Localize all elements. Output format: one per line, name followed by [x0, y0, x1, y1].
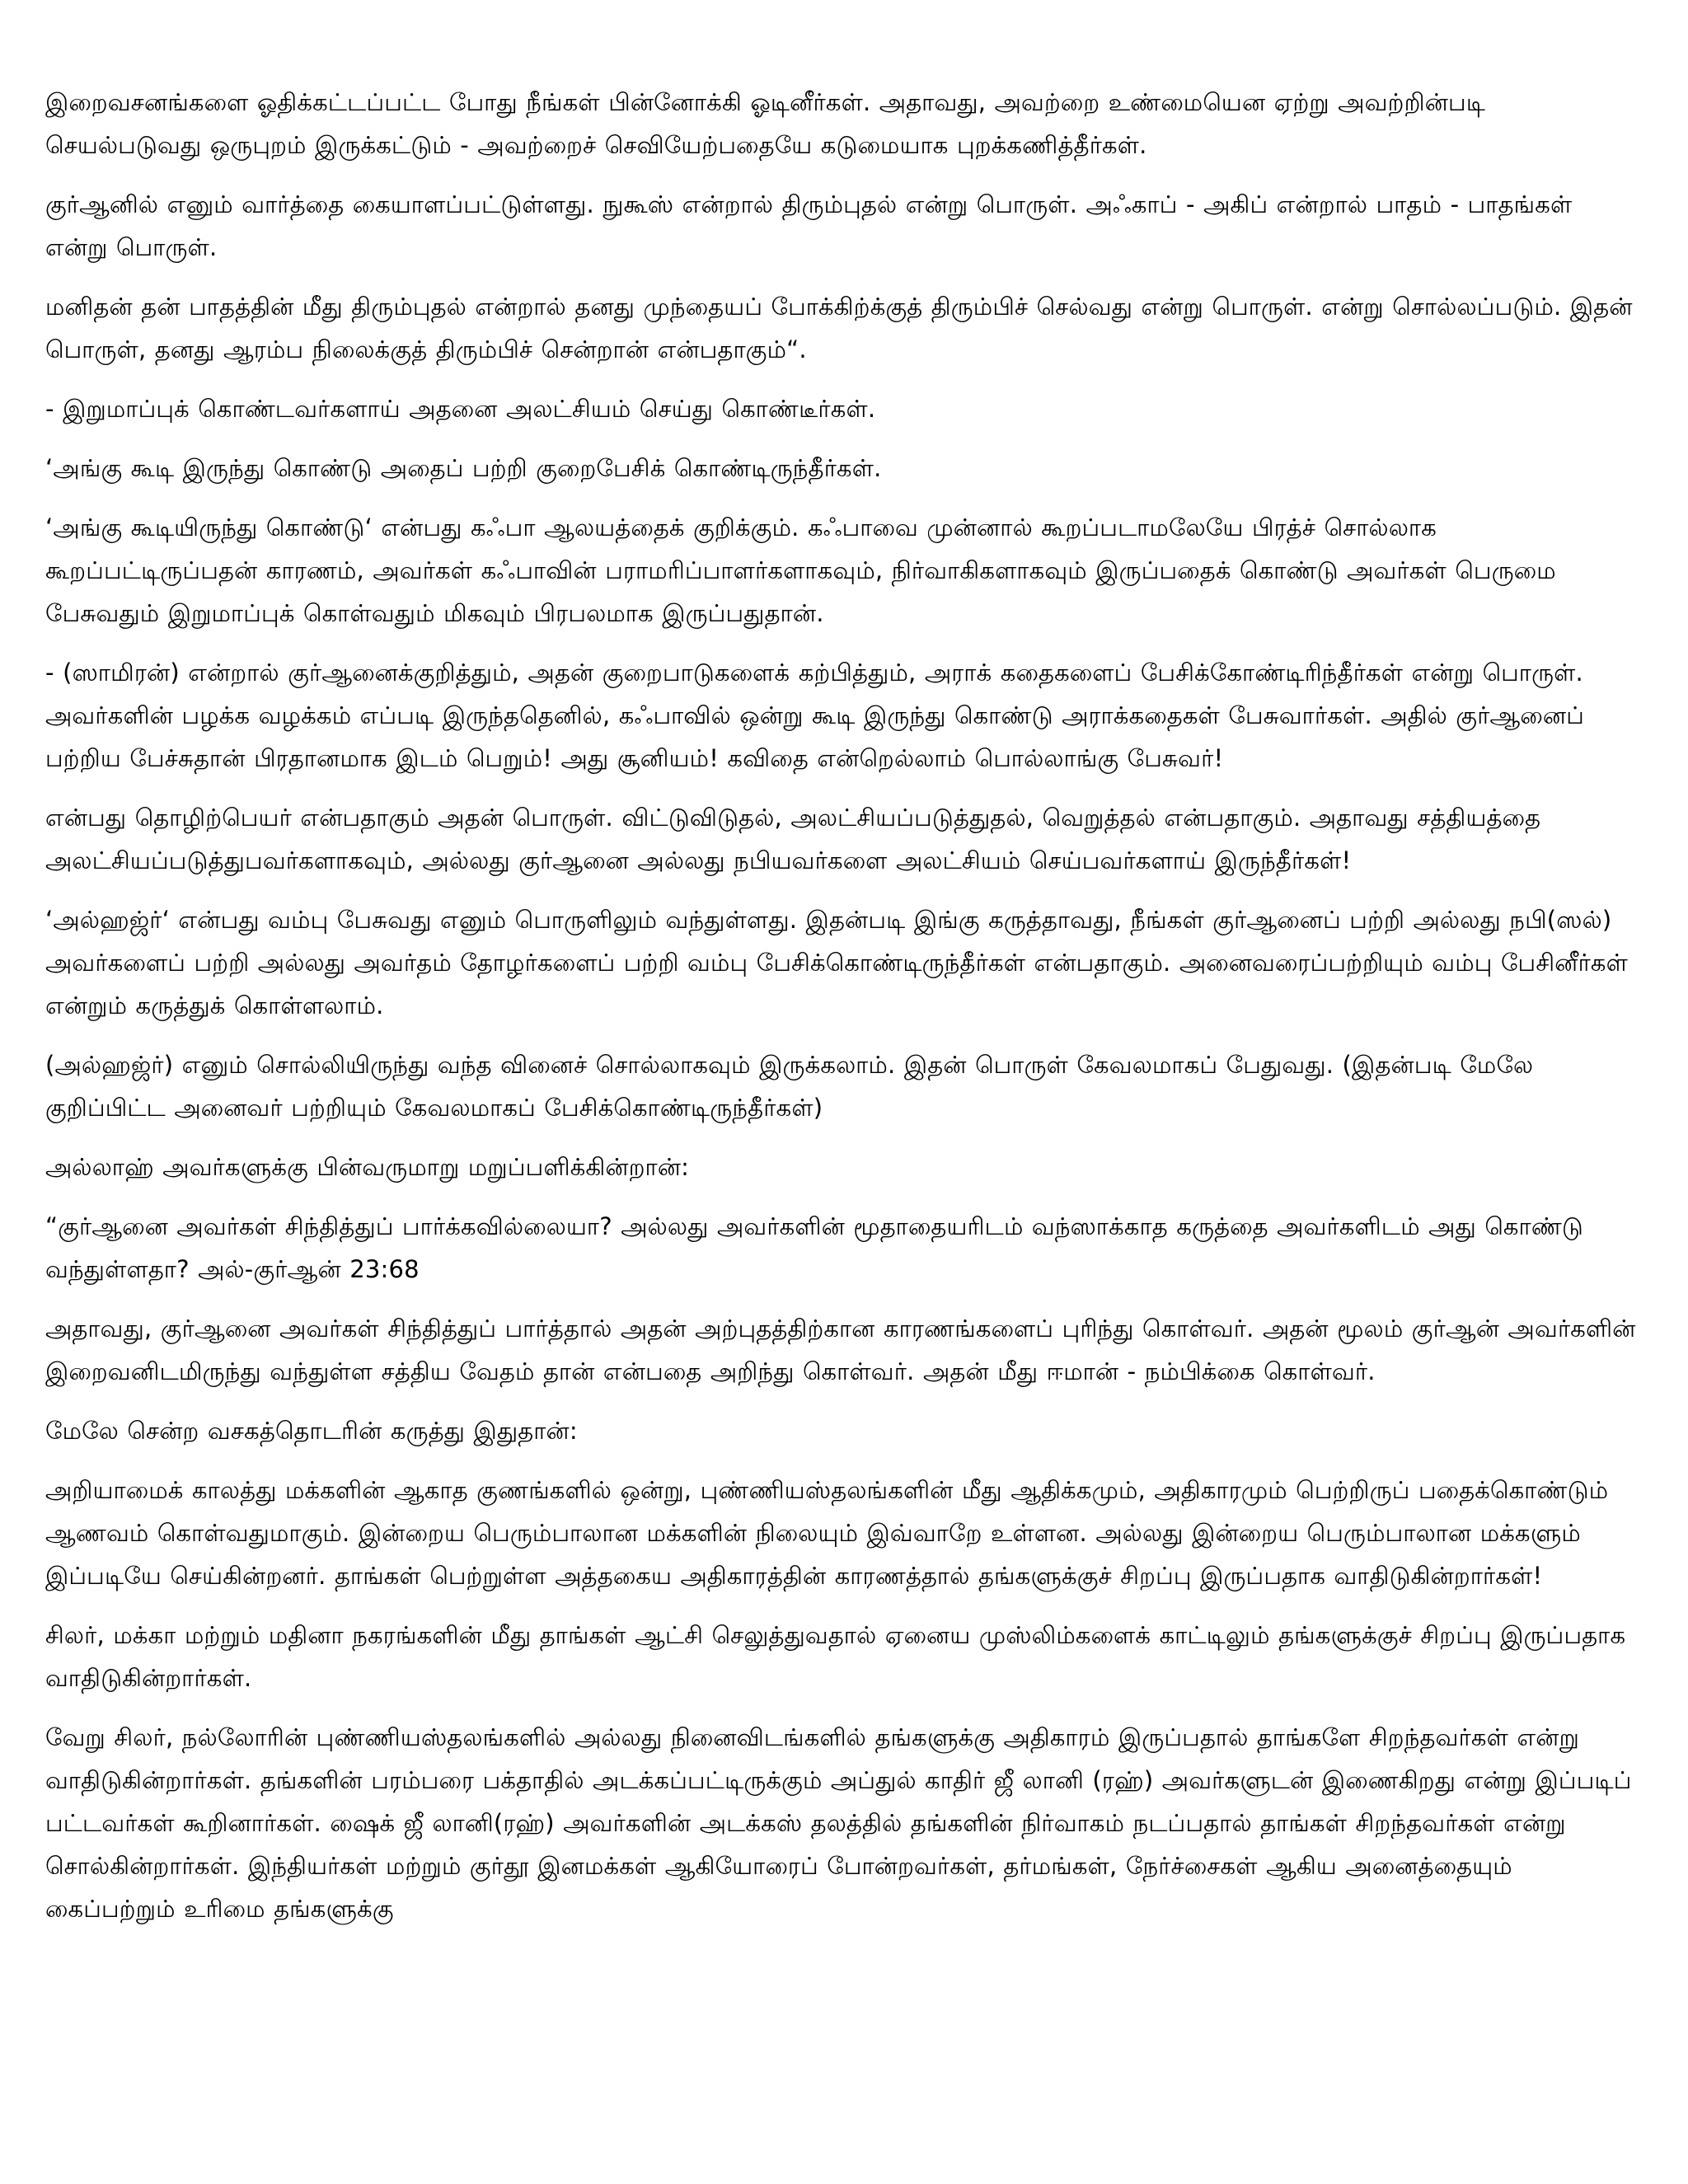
paragraph: மனிதன் தன் பாதத்தின் மீது திரும்புதல் என்றால் தனது முந்தையப் போக்கிற்க்குத் திரும்பிச் செல்வது என்று பொருள். என்று சொல்லப்படும். இதன் பொருள், தனது ஆரம்ப நிலைக்குத் திரும்பிச் சென்றான் என்பதாகும்“. — [45, 293, 1633, 363]
paragraph: சிலர், மக்கா மற்றும் மதினா நகரங்களின் மீது தாங்கள் ஆட்சி செலுத்துவதால் ஏனைய முஸ்லிம்களைக் காட்டிலும் தங்களுக்குச் சிறப்பு இருப்பதாக வாதிடுகின்றார்கள். — [45, 1621, 1626, 1692]
paragraph: (அல்ஹஜ்ர்) எனும் சொல்லியிருந்து வந்த வினைச் சொல்லாகவும் இருக்கலாம். இதன் பொருள் கேவலமாகப் பேதுவது. (இதன்படி மேலே குறிப்பிட்ட அனைவர் பற்றியும் கேவலமாகப் பேசிக்கொண்டிருந்தீர்கள்) — [45, 1051, 1534, 1122]
paragraph: வேறு சிலர், நல்லோரின் புண்ணியஸ்தலங்களில் அல்லது நினைவிடங்களில் தங்களுக்கு அதிகாரம் இருப்பதால் தாங்களே சிறந்தவர்கள் என்று வாதிடுகின்றார்கள். தங்களின் பரம்பரை பக்தாதில் அடக்கப்பட்டிருக்கும் அப்துல் காதிர் ஜீ லானி (ரஹ்) அவர்களுடன் இணைகிறது என்று இப்படிப் பட்டவர்கள் கூறினார்கள். ஷைக் ஜீ லானி(ரஹ்) அவர்களின் அடக்கஸ் தலத்தில் தங்களின் நிர்வாகம் நடப்பதால் தாங்கள் சிறந்தவர்கள் என்று சொல்கின்றார்கள். இந்தியர்கள் மற்றும் குர்தூ இனமக்கள் ஆகியோரைப் போன்றவர்கள், தர்மங்கள், நேர்ச்சைகள் ஆகிய அனைத்தையும் கைப்பற்றும் உரிமை தங்களுக்கு — [45, 1723, 1632, 1923]
paragraph: ‘அல்ஹஜ்ர்‘ என்பது வம்பு பேசுவது எனும் பொருளிலும் வந்துள்ளது. இதன்படி இங்கு கருத்தாவது, நீங்கள் குர்ஆனைப் பற்றி அல்லது நபி(ஸல்) அவர்களைப் பற்றி அல்லது அவர்தம் தோழர்களைப் பற்றி வம்பு பேசிக்கொண்டிருந்தீர்கள் என்பதாகும். அனைவரைப்பற்றியும் வம்பு பேசினீர்கள் என்றும் கருத்துக் கொள்ளலாம். — [45, 906, 1629, 1019]
paragraph: அல்லாஹ் அவர்களுக்கு பின்வருமாறு மறுப்பளிக்கின்றான்: — [45, 1153, 690, 1181]
paragraph: குர்ஆனில் எனும் வார்த்தை கையாளப்பட்டுள்ளது. நுகூஸ் என்றால் திரும்புதல் என்று பொருள். அஃகாப் - அகிப் என்றால் பாதம் - பாதங்கள் என்று பொருள். — [45, 190, 1573, 261]
paragraph: என்பது தொழிற்பெயர் என்பதாகும் அதன் பொருள். விட்டுவிடுதல், அலட்சியப்படுத்துதல், வெறுத்தல் என்பதாகும். அதாவது சத்தியத்தை அலட்சியப்படுத்துபவர்களாகவும், அல்லது குர்ஆனை அல்லது நபியவர்களை அலட்சியம் செய்பவர்களாய் இருந்தீர்கள்! — [45, 804, 1541, 874]
paragraph: அதாவது, குர்ஆனை அவர்கள் சிந்தித்துப் பார்த்தால் அதன் அற்புதத்திற்கான காரணங்களைப் புரிந்து கொள்வர். அதன் மூலம் குர்ஆன் அவர்களின் இறைவனிடமிருந்து வந்துள்ள சத்திய வேதம் தான் என்பதை அறிந்து கொள்வர். அதன் மீது ஈமான் - நம்பிக்கை கொள்வர். — [45, 1315, 1636, 1385]
paragraph: இறைவசனங்களை ஓதிக்கட்டப்பட்ட போது நீங்கள் பின்னோக்கி ஓடினீர்கள். அதாவது, அவற்றை உண்மையென ஏற்று அவற்றின்படி செயல்படுவது ஒருபுறம் இருக்கட்டும் - அவற்றைச் செவியேற்பதையே கடுமையாக புறக்கணித்தீர்கள். — [45, 88, 1486, 159]
quran-quote: “குர்ஆனை அவர்கள் சிந்தித்துப் பார்க்கவில்லையா? அல்லது அவர்களின் மூதாதையரிடம் வந்ஸாக்காத கருத்தை அவர்களிடம் அது கொண்டு வந்துள்ளதா? அல்-குர்ஆன் 23:68 — [45, 1212, 1584, 1283]
paragraph: - (ஸாமிரன்) என்றால் குர்ஆனைக்குறித்தும், அதன் குறைபாடுகளைக் கற்பித்தும், அராக் கதைகளைப் பேசிக்கோண்டிரிந்தீர்கள் என்று பொருள். அவர்களின் பழக்க வழக்கம் எப்படி இருந்ததெனில், கஃபாவில் ஒன்று கூடி இருந்து கொண்டு அராக்கதைகள் பேசுவார்கள். அதில் குர்ஆனைப் பற்றிய பேச்சுதான் பிரதானமாக இடம் பெறும்! அது சூனியம்! கவிதை என்றெல்லாம் பொல்லாங்கு பேசுவர்! — [45, 658, 1584, 772]
document-body — [45, 81, 1636, 1947]
paragraph: மேலே சென்ற வசகத்தொடரின் கருத்து இதுதான்: — [45, 1417, 578, 1445]
paragraph: - இறுமாப்புக் கொண்டவர்களாய் அதனை அலட்சியம் செய்து கொண்டீர்கள். — [45, 395, 876, 423]
paragraph: அறியாமைக் காலத்து மக்களின் ஆகாத குணங்களில் ஒன்று, புண்ணியஸ்தலங்களின் மீது ஆதிக்கமும், அதிகாரமும் பெற்றிருப் பதைக்கொண்டும் ஆணவம் கொள்வதுமாகும். இன்றைய பெரும்பாலான மக்களின் நிலையும் இவ்வாறே உள்ளன. அல்லது இன்றைய பெரும்பாலான மக்களும் இப்படியே செய்கின்றனர். தாங்கள் பெற்றுள்ள அத்தகைய அதிகாரத்தின் காரணத்தால் தங்களுக்குச் சிறப்பு இருப்பதாக வாதிடுகின்றார்கள்! — [45, 1476, 1609, 1590]
paragraph: ‘அங்கு கூடியிருந்து கொண்டு‘ என்பது கஃபா ஆலயத்தைக் குறிக்கும். கஃபாவை முன்னால் கூறப்படாமலேயே பிரத்ச் சொல்லாக கூறப்பட்டிருப்பதன் காரணம், அவர்கள் கஃபாவின் பராமரிப்பாளர்களாகவும், நிர்வாகிகளாகவும் இருப்பதைக் கொண்டு அவர்கள் பெருமை பேசுவதும் இறுமாப்புக் கொள்வதும் மிகவும் பிரபலமாக இருப்பதுதான். — [45, 513, 1556, 627]
paragraph: ‘அங்கு கூடி இருந்து கொண்டு அதைப் பற்றி குறைபேசிக் கொண்டிருந்தீர்கள். — [45, 454, 882, 482]
